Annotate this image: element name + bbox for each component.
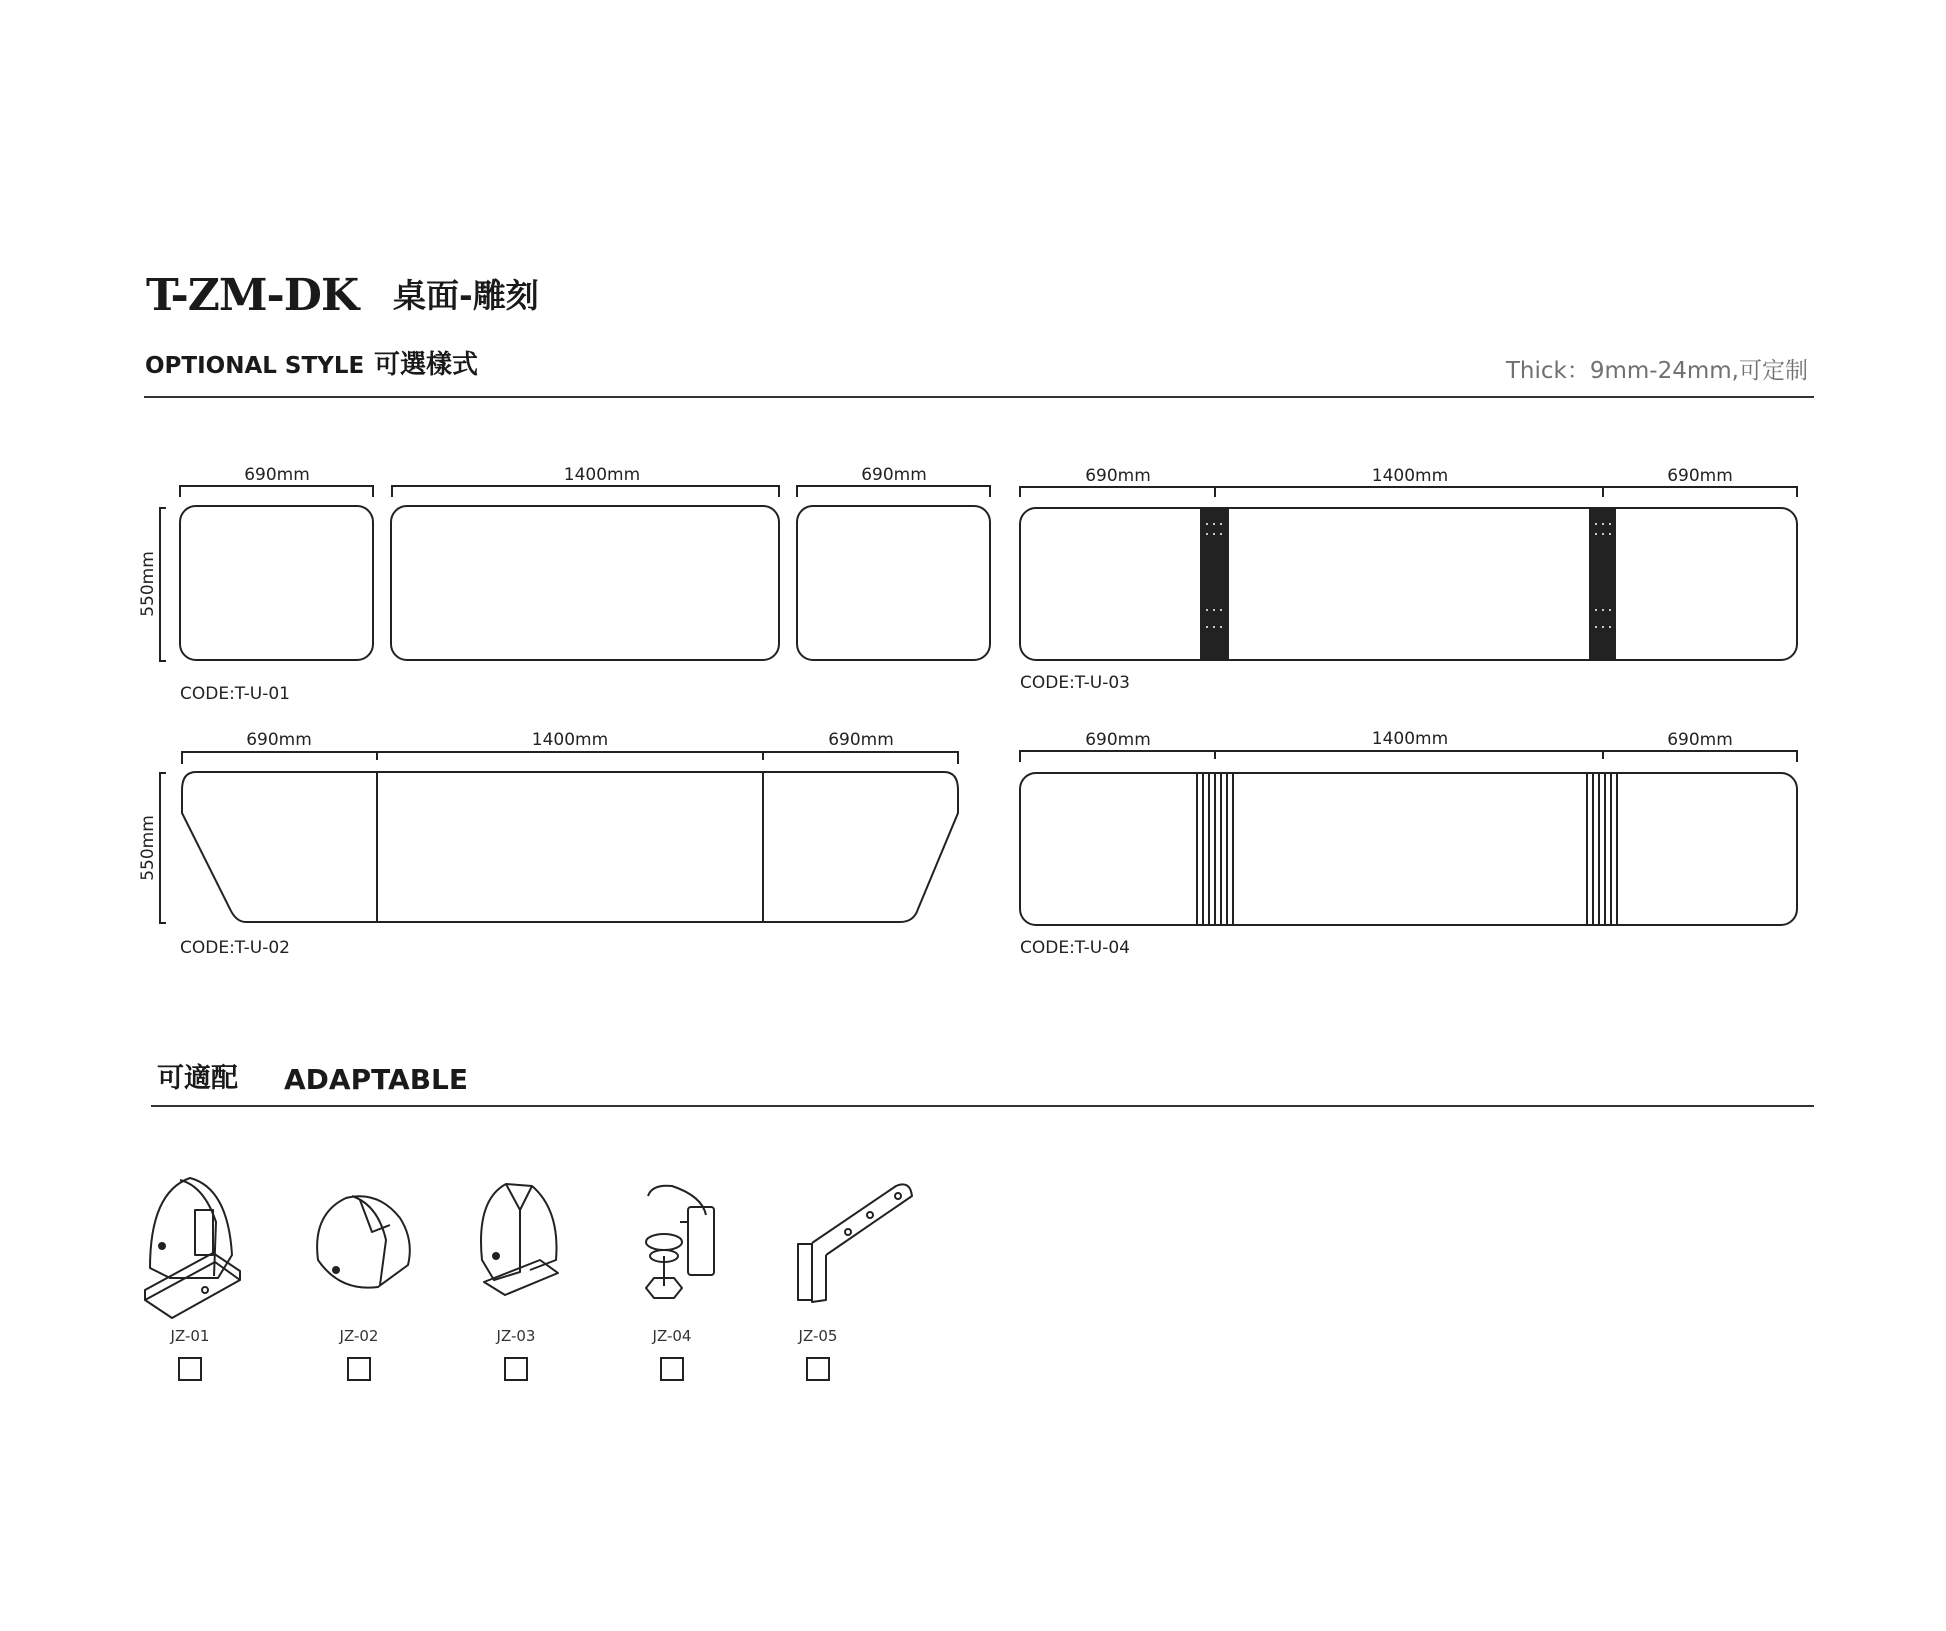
checkbox-jz-03[interactable] — [504, 1357, 528, 1381]
part-label-jz-05: JZ-05 — [798, 1327, 838, 1345]
dim-label: 690mm — [1667, 730, 1733, 750]
height-label: 550mm — [138, 815, 158, 881]
dim-label: 690mm — [828, 730, 894, 750]
product-code-title: T-ZM-DK — [146, 270, 359, 321]
dim-label: 690mm — [1085, 730, 1151, 750]
style-drawing-t-u-04 — [1020, 751, 1797, 925]
part-label-jz-01: JZ-01 — [170, 1327, 210, 1345]
style-drawing-t-u-02 — [160, 752, 958, 923]
part-label-jz-04: JZ-04 — [652, 1327, 692, 1345]
dim-label: 690mm — [246, 730, 312, 750]
checkbox-jz-05[interactable] — [806, 1357, 830, 1381]
checkbox-jz-01[interactable] — [178, 1357, 202, 1381]
optional-style-heading: OPTIONAL STYLE — [145, 353, 365, 379]
dim-label: 1400mm — [531, 730, 609, 750]
screw-clamp-icon — [646, 1186, 714, 1298]
style-code: CODE:T-U-01 — [180, 684, 290, 704]
style-code: CODE:T-U-04 — [1020, 938, 1130, 958]
adaptable-heading-cn: 可適配 — [157, 1063, 238, 1094]
dim-label: 690mm — [1085, 466, 1151, 486]
part-label-jz-03: JZ-03 — [496, 1327, 536, 1345]
checkbox-jz-02[interactable] — [347, 1357, 371, 1381]
desk-clamp-bracket-icon — [145, 1178, 240, 1318]
dim-label: 1400mm — [563, 465, 641, 485]
adaptable-heading: ADAPTABLE — [284, 1063, 469, 1096]
style-drawing-t-u-03 — [1020, 487, 1797, 660]
height-label: 550mm — [138, 551, 158, 617]
dim-label: 1400mm — [1371, 729, 1449, 749]
section-divider — [151, 1105, 1814, 1107]
style-code: CODE:T-U-02 — [180, 938, 290, 958]
checkbox-jz-04[interactable] — [660, 1357, 684, 1381]
part-label-jz-02: JZ-02 — [339, 1327, 379, 1345]
u-clamp-icon — [481, 1184, 558, 1295]
l-bracket-icon — [798, 1184, 912, 1302]
optional-style-heading-cn: 可選樣式 — [374, 350, 479, 380]
dim-label: 690mm — [1667, 466, 1733, 486]
dim-label: 1400mm — [1371, 466, 1449, 486]
dim-label: 690mm — [861, 465, 927, 485]
round-clamp-icon — [317, 1196, 410, 1288]
style-code: CODE:T-U-03 — [1020, 673, 1130, 693]
thickness-note: Thick：9mm-24mm,可定制 — [1505, 358, 1808, 384]
product-name-title: 桌面-雕刻 — [393, 276, 539, 315]
dim-label: 690mm — [244, 465, 310, 485]
style-drawing-t-u-01 — [160, 486, 990, 661]
